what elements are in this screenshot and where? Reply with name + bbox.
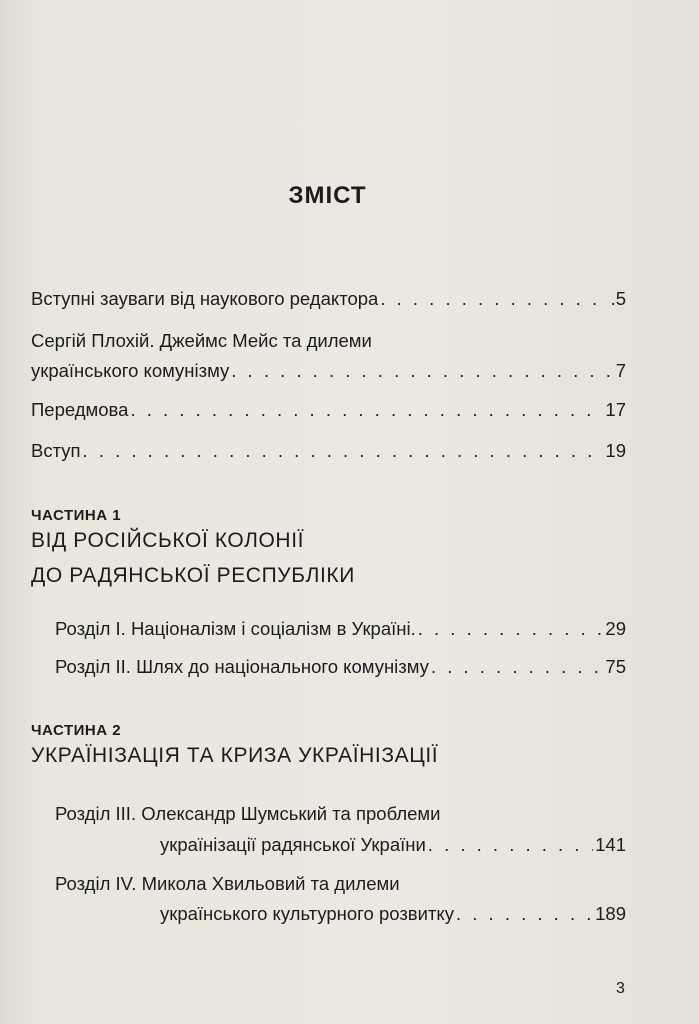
toc-entry-label: Вступ — [31, 440, 81, 461]
part-title: ДО РАДЯНСЬКОЇ РЕСПУБЛІКИ — [31, 564, 355, 587]
part-title: ВІД РОСІЙСЬКОЇ КОЛОНІЇ — [31, 529, 305, 552]
toc-entry-page: .5 — [610, 288, 626, 309]
toc-entry-label: Розділ І. Націоналізм і соціалізм в Україні. — [55, 618, 416, 639]
toc-entry-plokhy-line1: Сергій Плохій. Джеймс Мейс та дилеми — [31, 330, 372, 351]
toc-entry-chapter — [160, 902, 626, 926]
dot-leader — [431, 655, 603, 679]
toc-entry-label: українізації радянської України — [160, 834, 426, 855]
toc-entry-chapter — [55, 617, 626, 641]
page-number: 3 — [616, 980, 625, 997]
toc-entry-chapter — [55, 655, 626, 679]
toc-entry-chapter-line1: Розділ IV. Микола Хвильовий та дилеми — [55, 873, 400, 894]
toc-entry-page: 17 — [605, 399, 626, 420]
toc-entry-page: 19 — [605, 440, 626, 461]
dot-leader — [418, 617, 604, 641]
toc-entry-label: українського комунізму — [31, 360, 230, 381]
page-title: ЗМІСТ — [288, 182, 367, 209]
part-label: ЧАСТИНА 1 — [31, 507, 122, 524]
part-label: ЧАСТИНА 2 — [31, 722, 122, 739]
dot-leader — [83, 439, 604, 463]
toc-entry-intro-notes — [31, 287, 626, 311]
dot-leader — [456, 902, 593, 926]
part-title: УКРАЇНІЗАЦІЯ ТА КРИЗА УКРАЇНІЗАЦІЇ — [31, 744, 439, 767]
toc-entry-page: 75 — [605, 656, 626, 677]
toc-entry-chapter — [160, 833, 626, 857]
dot-leader — [380, 287, 608, 311]
toc-entry-label: Розділ ІІ. Шлях до національного комунізму — [55, 656, 429, 677]
toc-entry-page: 141 — [595, 834, 626, 855]
dot-leader — [231, 359, 613, 383]
toc-entry-page: 7 — [615, 360, 626, 381]
toc-entry-label: Вступні зауваги від наукового редактора — [31, 288, 379, 309]
dot-leader — [428, 833, 593, 857]
toc-entry-label: українського культурного розвитку — [160, 903, 454, 924]
toc-entry-page: 29 — [605, 618, 626, 639]
toc-entry-page: 189 — [595, 903, 626, 924]
toc-entry-foreword — [31, 398, 626, 422]
toc-entry-plokhy — [31, 359, 626, 383]
toc-entry-chapter-line1: Розділ ІІІ. Олександр Шумський та проблеми — [55, 803, 441, 824]
dot-leader — [130, 398, 603, 422]
toc-entry-label: Передмова — [31, 399, 129, 420]
toc-entry-introduction — [31, 439, 626, 463]
